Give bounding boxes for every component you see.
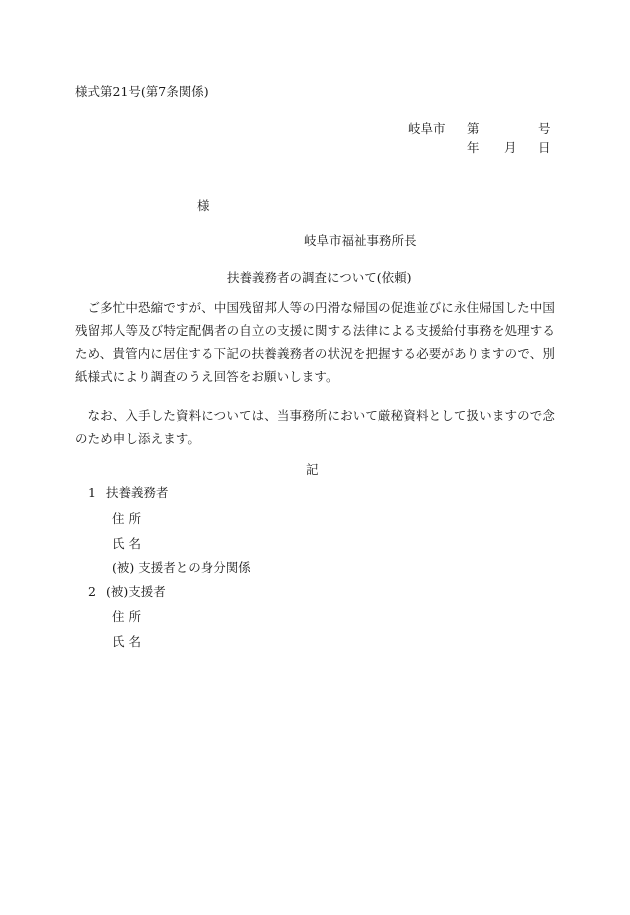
header-number-suffix: 号 [538, 121, 551, 136]
item2-number: 2 [88, 584, 96, 599]
item2-name-label: 氏 名 [112, 634, 141, 649]
item1-address-label: 住 所 [112, 511, 141, 526]
header-number-prefix: 第 [467, 121, 480, 136]
item2-address-label: 住 所 [112, 609, 141, 624]
body-paragraph-1: ご多忙中恐縮ですが、中国残留邦人等の円滑な帰国の促進並びに永住帰国した中国残留邦人等及び特定配偶者の自立の支援に関する法律による支援給付事務を処理するため、貴管内に居住する下記の扶養義務者の状況を把握する必要がありますので、別紙様式により調査のうえ回答をお願いします。 [75, 300, 555, 384]
header-year: 年 [467, 140, 480, 155]
item1-number: 1 [88, 485, 96, 500]
item1-relation-label: (被) 支援者との身分関係 [112, 560, 251, 575]
document-title: 扶養義務者の調査について(依頼) [227, 270, 412, 285]
addressee-suffix: 様 [197, 198, 210, 213]
header-month: 月 [504, 140, 517, 155]
item1-label: 扶養義務者 [106, 485, 169, 500]
body-paragraph-2: なお、入手した資料については、当事務所において厳秘資料として扱いますので念のため申し添えます。 [75, 408, 555, 446]
item2-label: (被)支援者 [106, 584, 166, 599]
ki-heading: 記 [306, 462, 319, 477]
header-day: 日 [538, 140, 551, 155]
item1-name-label: 氏 名 [112, 536, 141, 551]
header-city: 岐阜市 [408, 121, 446, 136]
form-label: 様式第21号(第7条関係) [75, 84, 209, 99]
sender: 岐阜市福祉事務所長 [304, 233, 417, 248]
